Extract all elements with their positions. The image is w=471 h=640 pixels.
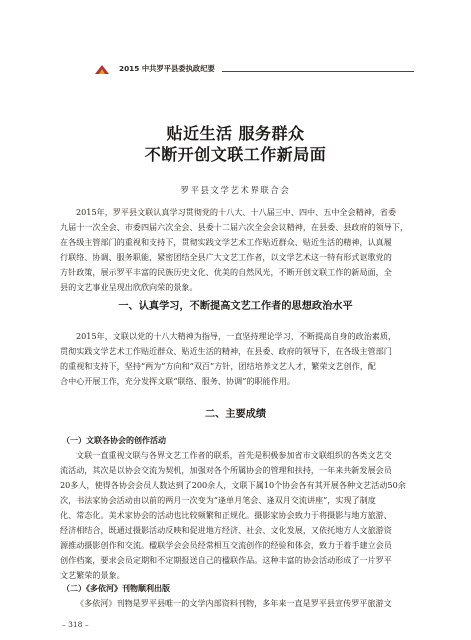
section1-paragraph: [60, 329, 416, 389]
subsection-heading-2: （二）《多依河》刊物顺利出版: [62, 584, 170, 593]
text-line: 文联一直重视文联与各界文艺工作者的联系，首先是积极参加省市文联组织的各类文艺交: [76, 450, 392, 460]
text-line: 源推动摄影创作和交流。楹联学会会员经常相互交流创作的经验和体会，致力于着手建立会员: [60, 540, 392, 550]
text-line: 文艺繁荣的景象。: [60, 570, 125, 580]
text-line: 的重视和支持下，坚持“两为”方向和“双百”方针，团结培养文艺人才，繁荣文艺创作，配: [60, 361, 377, 371]
article-author: 罗平县文学艺术界联合会: [180, 185, 291, 195]
party-emblem-icon: [94, 63, 110, 75]
header-rule: [222, 71, 414, 72]
subsection2-paragraph: [60, 596, 416, 611]
text-line: 创作档案，要求会员定期和不定期报送自己的楹联作品。这种丰富的协会活动形成了一片罗平: [60, 555, 392, 565]
section-heading-1: 一、认真学习，不断提高文艺工作者的思想政治水平: [118, 300, 353, 312]
subsection1-paragraph: [60, 448, 416, 583]
section-heading-2: 二、主要成绩: [204, 408, 267, 420]
text-line: 经济相结合，既通过摄影活动反映和促进地方经济、社会、文化发展，又依托地方人文旅游资: [60, 525, 392, 535]
intro-paragraph: [60, 205, 416, 295]
text-line: 2015年，文联以党的十八大精神为指导，一直坚持理论学习，不断提高自身的政治素质，: [76, 331, 397, 341]
text-line: 合中心开展工作，充分发挥文联“联络、服务、协调”的职能作用。: [60, 376, 295, 386]
text-line: 县的文艺事业呈现出欣欣向荣的景象。: [60, 282, 198, 292]
text-line: 次，书法家协会活动由以前的两月一次变为“逢单月笔会、逢双月交流讲座”，实现了制度: [60, 495, 376, 505]
text-line: 《多依河》刊物是罗平县唯一的文学内部资料刊物，多年来一直是罗平县宣传罗平旅游文: [76, 598, 392, 608]
text-line: 贯彻实践文学艺术工作贴近群众、贴近生活的精神，在县委、政府的领导下，在各级主管部门: [60, 346, 392, 356]
text-line: 化、常态化。美术家协会的活动也比较频繁和正规化。摄影家协会致力于将摄影与地方旅游、: [60, 510, 392, 520]
text-line: 2015年，罗平县文联认真学习贯彻党的十八大、十八届三中、四中、五中全会精神，省委: [76, 207, 397, 217]
text-line: 流活动，其次是以协会交流为契机，加强对各个所属协会的管理和扶持，一年来共新发展会员: [60, 465, 392, 475]
article-title-line-1: 贴近生活 服务群众: [166, 124, 305, 143]
text-line: 行联络、协调、服务职能，紧密团结全县广大文艺工作者，以文学艺术这一特有形式讴歌党的: [60, 252, 392, 262]
subsection-heading-1: （一）文联各协会的创作活动: [62, 436, 166, 445]
page-number: – 318 –: [62, 620, 89, 629]
text-line: 20多人，使得各协会会员人数达到了200余人，文联下属10个协会各有其开展各种文艺活动50余: [60, 480, 406, 490]
text-line: 九届十一次全会、市委四届六次全会、县委十二届六次全会会议精神，在县委、县政府的领导下，: [60, 222, 409, 232]
running-header: [0, 60, 471, 80]
text-line: 方针政策，展示罗平丰富的民族历史文化、优美的自然风光，不断开创文联工作的新局面，全: [60, 267, 392, 277]
article-title-line-2: 不断开创文联工作新局面: [144, 145, 327, 164]
text-line: 在各级主管部门的重视和支持下，贯彻实践文学艺术工作贴近群众、贴近生活的精神，认真履: [60, 237, 392, 247]
header-title: 2015 中共罗平县委执政纪要: [119, 64, 215, 73]
